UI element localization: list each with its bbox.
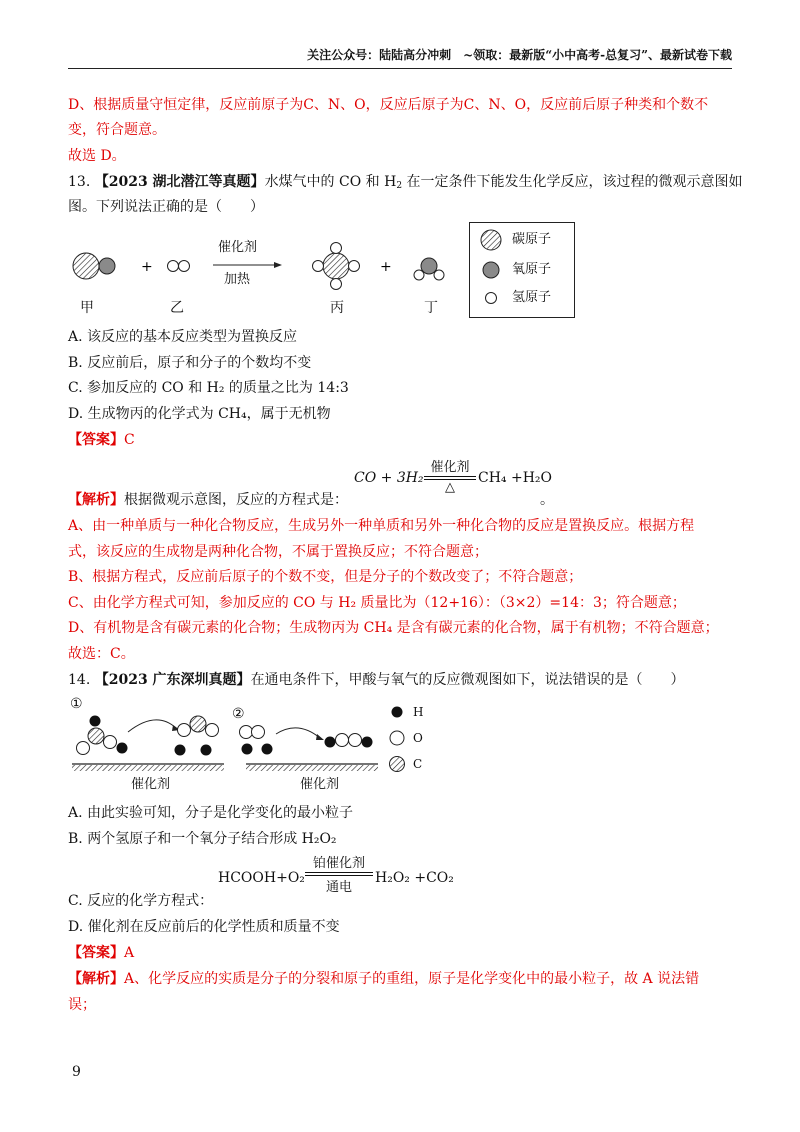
q13-arrow-bottom-label: 加热 xyxy=(224,272,251,287)
carbon-legend-icon xyxy=(390,757,405,772)
q14-stem-text: 在通电条件下，甲酸与氧气的反应微观图如下，说法错误的是（ ） xyxy=(250,672,685,688)
q13-analysis-intro xyxy=(68,490,348,510)
q13-stem-line2: 图。下列说法正确的是（ ） xyxy=(68,199,264,215)
q14-answer-tag: 【答案】 xyxy=(68,945,124,961)
q13-arrow-top-label: 催化剂 xyxy=(218,240,258,255)
o2-h-adsorbed xyxy=(240,726,273,755)
q13-legend xyxy=(469,222,575,318)
q14-eq-left: HCOOH+O₂ xyxy=(218,870,305,886)
molecule-h2o xyxy=(414,258,444,280)
carbon-atom-icon xyxy=(478,229,506,251)
q13-label-ding: 丁 xyxy=(424,300,438,316)
q13-option-d: D. 生成物丙的化学式为 CH₄，属于无机物 xyxy=(68,406,331,422)
q14-legend-h: H xyxy=(413,705,424,719)
plus-sign-2: + xyxy=(380,259,392,275)
h-atom-adsorbed-2 xyxy=(201,745,212,756)
q13-number: 13. xyxy=(68,174,91,190)
q14-analysis-line2: 误； xyxy=(68,997,96,1013)
q13-stem-a: 水煤气中的 CO 和 H xyxy=(264,174,397,190)
q13-stem-line1 xyxy=(68,172,743,192)
q14-legend xyxy=(390,707,405,772)
oxygen-legend-icon xyxy=(390,731,404,745)
q14-analysis-text1: A、化学反应的实质是分子的分裂和原子的重组，原子是化学变化中的最小粒子，故 A 说法错 xyxy=(124,971,700,987)
h2o2-molecule xyxy=(325,734,373,748)
q13-analysis-tag: 【解析】 xyxy=(68,492,124,508)
q13-analysis-intro-end: 。 xyxy=(540,492,554,508)
q14-analysis-tag: 【解析】 xyxy=(68,971,124,987)
q13-analysis-c: C、由化学方程式可知，参加反应的 CO 与 H₂ 质量比为（12+16）：（3×2）=14：3；符合题意； xyxy=(68,595,686,611)
molecule-h2 xyxy=(168,261,190,272)
page-header: 关注公众号：陆陆高分冲刺 ~领取：最新版“小中高考-总复习”、最新试卷下载 xyxy=(307,48,732,62)
q13-equation xyxy=(354,456,554,498)
q14-analysis-line1 xyxy=(68,969,699,989)
q14-catalyst-label-2: 催化剂 xyxy=(300,777,340,792)
q13-source-tag: 【2023 湖北潜江等真题】 xyxy=(94,174,265,190)
q13-stem-b: 在一定条件下能发生化学反应，该过程的微观示意图如 xyxy=(402,174,743,190)
molecule-ch4 xyxy=(313,243,360,290)
q14-answer-line xyxy=(68,943,134,963)
legend-carbon-label: 碳原子 xyxy=(512,232,552,247)
q14-eq-condition xyxy=(305,852,373,895)
prev-answer-d-line2: 变，符合题意。 xyxy=(68,122,166,138)
header-divider xyxy=(68,68,732,69)
q13-option-c: C. 参加反应的 CO 和 H₂ 的质量之比为 14:3 xyxy=(68,380,349,396)
co2-molecule xyxy=(178,716,219,737)
curved-arrow-2 xyxy=(276,728,320,738)
catalyst-surface-1 xyxy=(72,764,224,771)
q13-stem-sub: 2 xyxy=(396,181,403,191)
q14-source-tag: 【2023 广东深圳真题】 xyxy=(94,672,251,688)
q14-option-a: A. 由此实验可知，分子是化学变化的最小粒子 xyxy=(68,805,354,821)
q14-answer-value: A xyxy=(124,945,135,961)
q14-step1-label: ① xyxy=(70,696,83,712)
q13-analysis-end: 故选：C。 xyxy=(68,646,135,662)
q13-eq-cond-top: 催化剂 xyxy=(430,460,470,475)
q14-equation xyxy=(218,852,458,894)
q13-label-jia: 甲 xyxy=(80,300,94,316)
q14-number: 14. xyxy=(68,672,91,688)
q13-option-a: A. 该反应的基本反应类型为置换反应 xyxy=(68,329,298,345)
hydrogen-legend-icon xyxy=(392,707,403,718)
q14-eq-cond-top: 铂催化剂 xyxy=(312,856,365,871)
q14-eq-cond-bottom: 通电 xyxy=(325,880,352,895)
q13-reaction-diagram xyxy=(60,222,480,322)
oxygen-atom-icon xyxy=(478,259,506,281)
h-atom-adsorbed-1 xyxy=(175,745,186,756)
legend-oxygen-label: 氧原子 xyxy=(512,262,552,277)
q13-eq-left: CO + 3H₂ xyxy=(354,470,424,486)
legend-hydrogen-label: 氢原子 xyxy=(512,290,552,305)
q13-eq-right: CH₄ +H₂O xyxy=(478,470,553,486)
plus-sign-1: + xyxy=(141,259,153,275)
q13-analysis-a1: A、由一种单质与一种化合物反应，生成另外一种单质和另外一种化合物的反应是置换反应。根据方程 xyxy=(68,518,695,534)
q14-legend-c: C xyxy=(413,757,423,771)
molecule-co xyxy=(73,253,115,279)
q14-legend-o: O xyxy=(413,731,423,745)
prev-answer-conclusion: 故选 D。 xyxy=(68,148,126,164)
hydrogen-atom-icon xyxy=(478,287,506,309)
q13-eq-condition xyxy=(424,456,476,495)
q13-label-yi: 乙 xyxy=(170,300,184,316)
q13-answer-tag: 【答案】 xyxy=(68,432,124,448)
q14-reaction-diagram xyxy=(68,692,448,772)
q14-catalyst-label-1: 催化剂 xyxy=(131,777,171,792)
reaction-arrow xyxy=(213,262,282,268)
q14-eq-right: H₂O₂ +CO₂ xyxy=(375,870,454,886)
prev-answer-d-line1: D、根据质量守恒定律，反应前原子为C、N、O，反应后原子为C、N、O，反应前后原子种类和个数不 xyxy=(68,97,709,113)
page-number: 9 xyxy=(72,1064,81,1080)
q13-label-bing: 丙 xyxy=(330,300,344,316)
q13-analysis-a2: 式，该反应的生成物是两种化合物，不属于置换反应；不符合题意； xyxy=(68,544,488,560)
q13-eq-cond-bottom: △ xyxy=(445,480,455,495)
formic-acid-molecule xyxy=(77,716,128,755)
q14-step2-label: ② xyxy=(232,706,245,722)
q13-analysis-b: B、根据方程式，反应前后原子的个数不变，但是分子的个数改变了；不符合题意； xyxy=(68,569,583,585)
q13-answer-line xyxy=(68,430,135,450)
curved-arrow-1 xyxy=(128,720,176,732)
q14-stem xyxy=(68,670,685,690)
q14-option-c: C. 反应的化学方程式： xyxy=(68,893,214,909)
q13-answer-value: C xyxy=(124,432,135,448)
q13-option-b: B. 反应前后，原子和分子的个数均不变 xyxy=(68,355,312,371)
q13-analysis-d: D、有机物是含有碳元素的化合物；生成物丙为 CH₄ 是含有碳元素的化合物，属于有机物；不符合题意； xyxy=(68,620,719,636)
q14-option-b: B. 两个氢原子和一个氧分子结合形成 H₂O₂ xyxy=(68,831,337,847)
catalyst-surface-2 xyxy=(246,764,378,771)
q14-option-d: D. 催化剂在反应前后的化学性质和质量不变 xyxy=(68,919,340,935)
q13-analysis-intro-text: 根据微观示意图，反应的方程式是： xyxy=(124,492,348,508)
